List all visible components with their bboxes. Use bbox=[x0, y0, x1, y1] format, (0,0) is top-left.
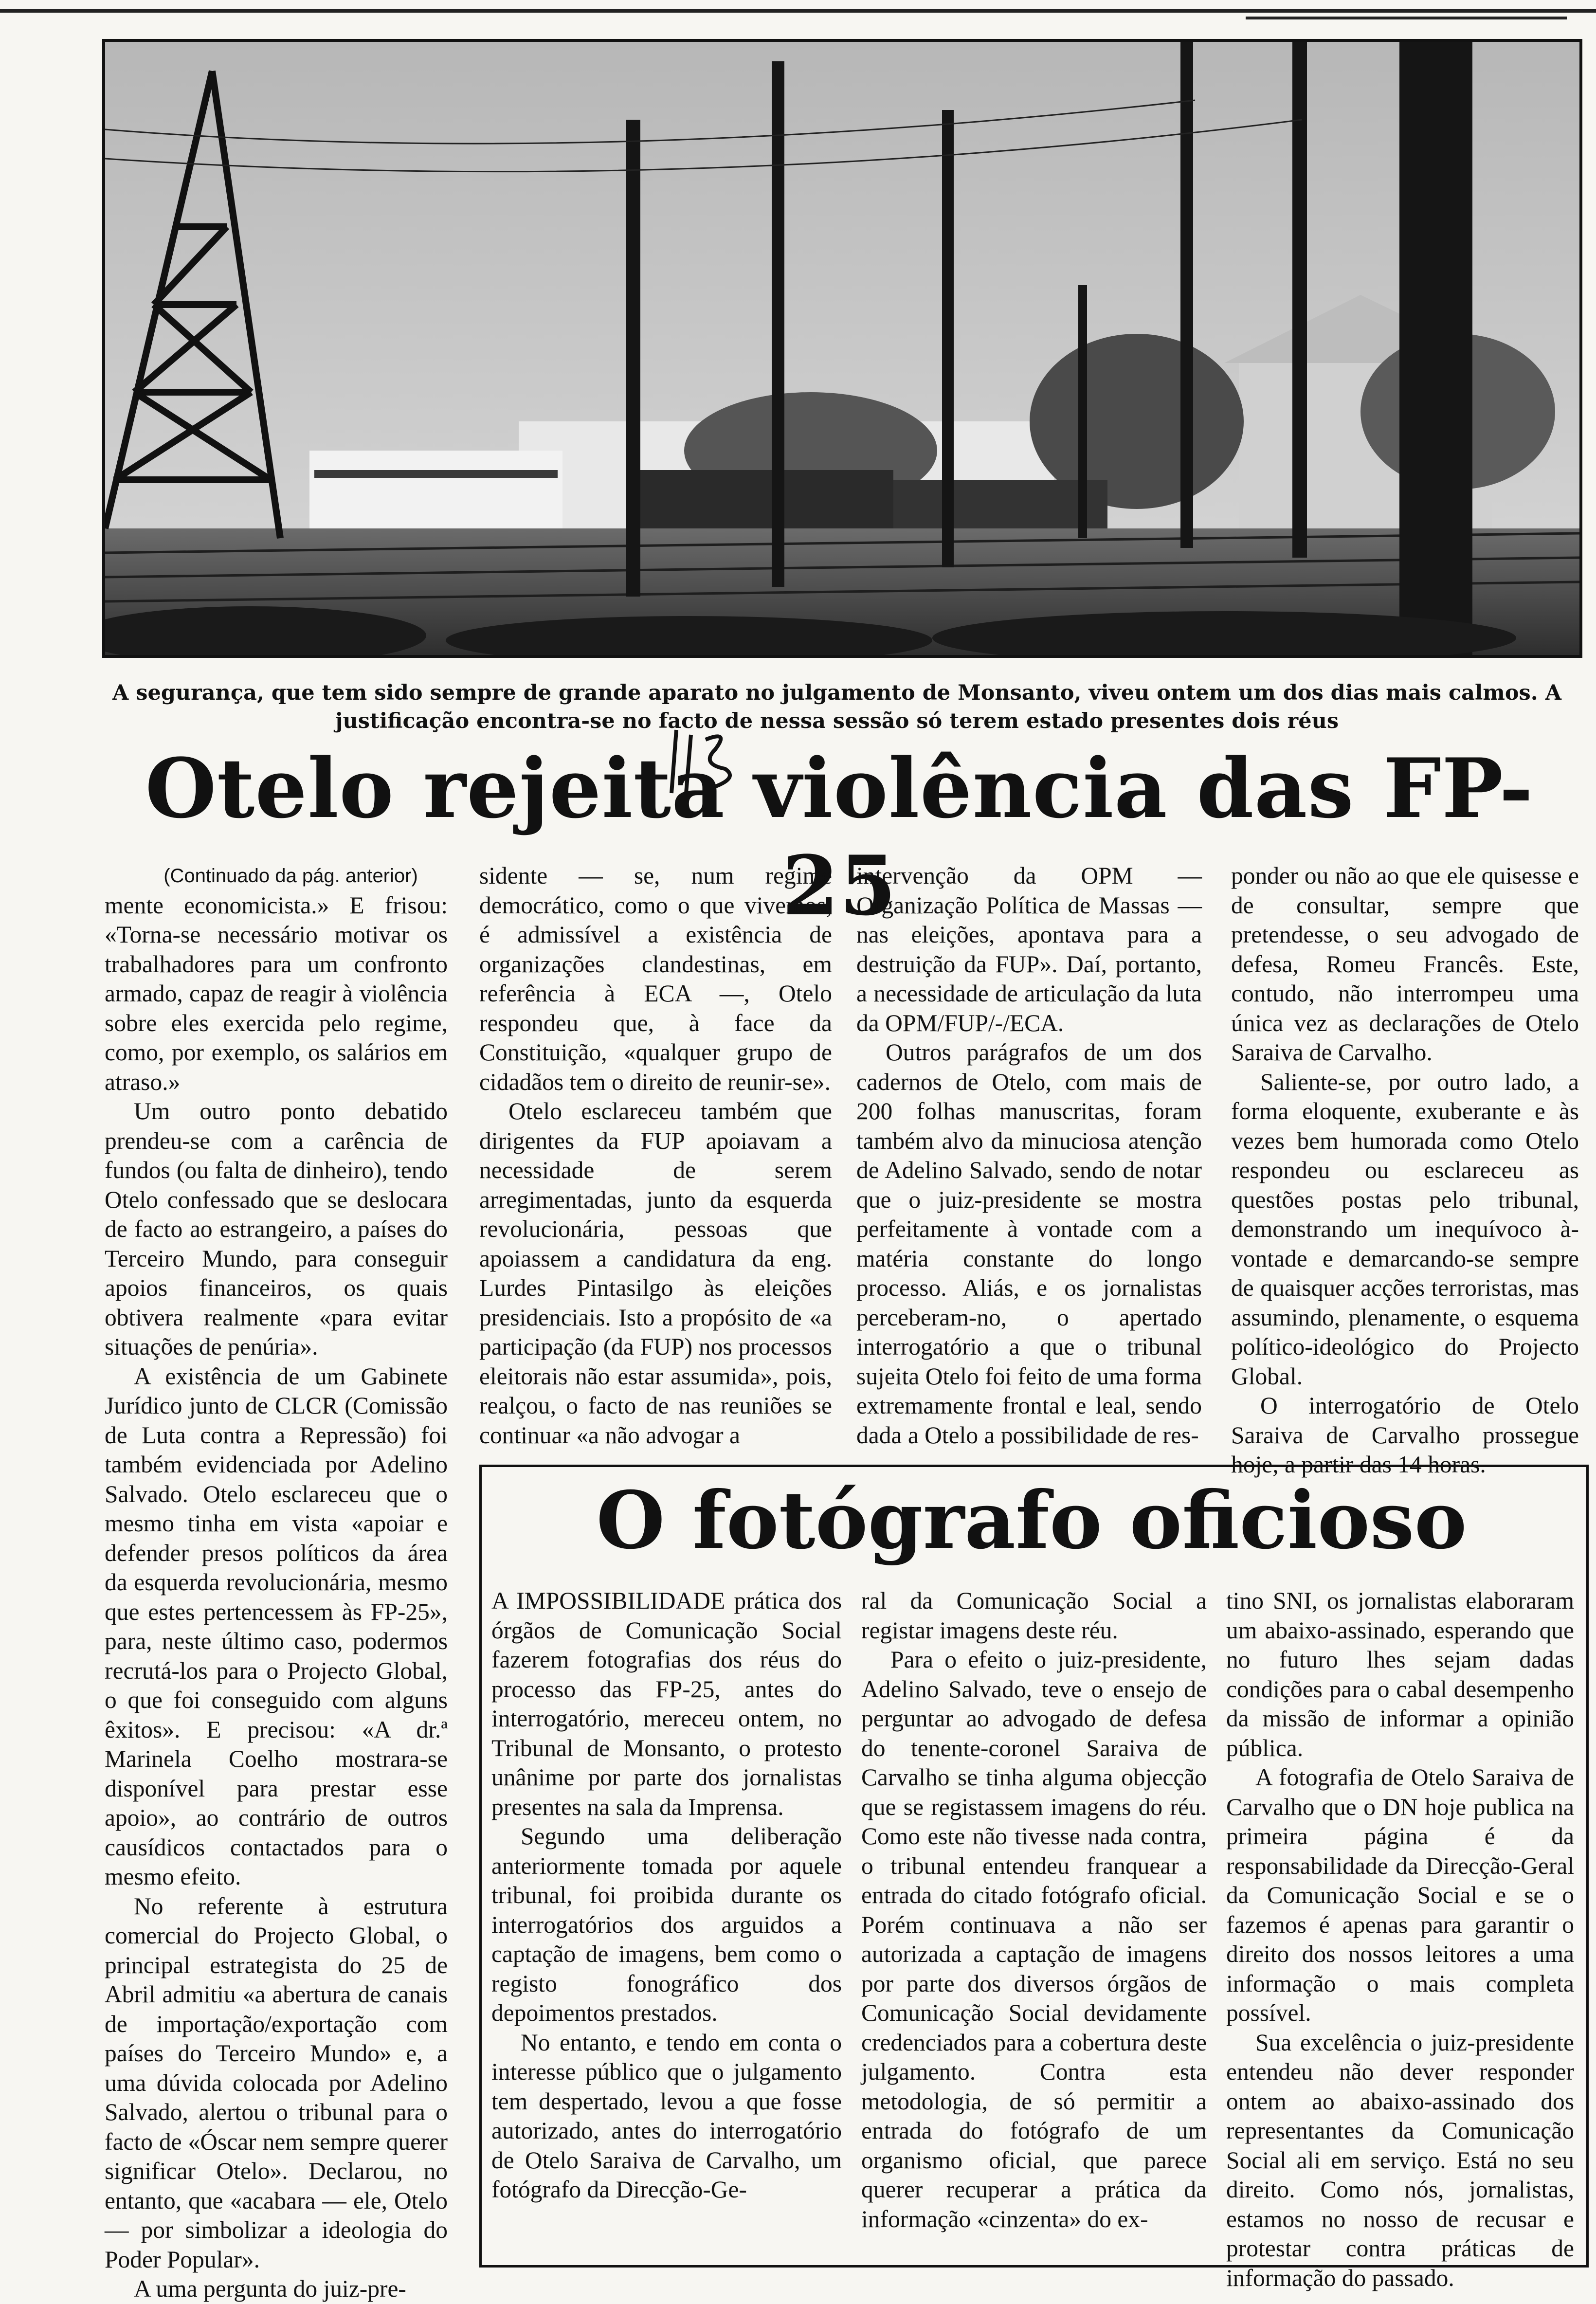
boxed-article-headline: O fotógrafo oficioso bbox=[596, 1474, 1467, 1567]
paragraph: Para o efeito o juiz-presidente, Adelino Salvado, teve o ensejo de perguntar ao advogado de defesa do tenente-coronel Saraiva de Carvalho se tinha alguma objecção que se registassem imagens do réu. Como este não tivesse nada contra, o tribunal entendeu franquear a entrada do citado fotógrafo oficial. Porém continuava a não ser autorizada a captação de imagens por parte dos diversos órgãos de Comunicação Social devidamente credenciados para a cobertura deste julgamento. Contra esta metodologia, de só permitir a entrada do fotógrafo de um organismo oficial, que parece querer recuperar a prática da informação «cinzenta» do ex- bbox=[861, 1646, 1207, 2232]
continued-note: (Continuado da pág. anterior) bbox=[163, 865, 418, 887]
paragraph: A uma pergunta do juiz-pre- bbox=[134, 2275, 406, 2302]
handwritten-mark bbox=[618, 720, 764, 803]
paragraph: ral da Comunicação Social a registar imagens deste réu. bbox=[861, 1587, 1207, 1644]
paragraph: A IMPOSSIBILIDADE prática dos órgãos de Comunicação Social fazerem fotografias dos réus do processo das FP-25, antes do interrogatório, mereceu ontem, no Tribunal de Monsanto, o protesto unânime por parte dos jornalistas presentes na sala da Imprensa. bbox=[491, 1587, 842, 1820]
paragraph: mente economicista.» E frisou: «Torna-se necessário motivar os trabalhadores para um confronto armado, capaz de reagir à violência sobre eles exercida pelo regime, como, por exemplo, os salários em atraso.» bbox=[105, 891, 448, 1095]
paragraph: tino SNI, os jornalistas elaboraram um abaixo-assinado, esperando que no futuro lhes sejam dadas condições para o cabal desempenho da missão de informar a opinião pública. bbox=[1226, 1587, 1574, 1761]
article-column-3 bbox=[856, 861, 1202, 1450]
boxed-column-2 bbox=[861, 1586, 1207, 2234]
paragraph: ponder ou não ao que ele quisesse e de consultar, sempre que pretendesse, o seu advogado de defesa, Romeu Francês. Este, contudo, não interrompeu uma única vez as declarações de Otelo Saraiva de Carvalho. bbox=[1231, 862, 1579, 1066]
paragraph: Sua excelência o juiz-presidente entendeu não dever responder ontem ao abaixo-assinado dos representantes da Comunicação Social ali em serviço. Está no seu direito. Como nós, jornalistas, estamos no nosso de recusar e protestar contra práticas de informação do passado. bbox=[1226, 2029, 1574, 2291]
photo-caption: A segurança, que tem sido sempre de grande aparato no julgamento de Monsanto, viveu ontem um dos dias mais calmos. A justificação encontra-se no facto de nessa sessão só terem estado presentes dois réus bbox=[112, 681, 1562, 733]
paragraph: Otelo esclareceu também que dirigentes da FUP apoiavam a necessidade de serem arregimentadas, junto da esquerda revolucionária, pessoas que apoiassem a candidatura da eng. Lurdes Pintasilgo às eleições presidenciais. Isto a propósito de «a participação (da FUP) nos processos eleitorais não estar assumida», pois, realçou, o facto de nas reuniões se continuar «a não advogar a bbox=[479, 1098, 832, 1449]
top-rule bbox=[0, 9, 1596, 13]
paragraph: A existência de um Gabinete Jurídico junto de CLCR (Comissão de Luta contra a Repressão) foi também evidenciada por Adelino Salvado. Otelo esclareceu que o mesmo tinha em vista «apoiar e defender presos políticos da área da esquerda revolucionária, mesmo que estes pertencessem às FP-25», para, neste último caso, podermos recrutá-los para o Projecto Global, o que foi conseguido com alguns êxitos». E precisou: «A dr.ª Marinela Coelho mostrara-se disponível para prestar esse apoio», ao contrário de outros causídicos contactados para o mesmo efeito. bbox=[105, 1362, 448, 1890]
news-photo bbox=[102, 39, 1582, 658]
paragraph: Outros parágrafos de um dos cadernos de Otelo, com mais de 200 folhas manuscritas, foram também alvo da minuciosa atenção de Adelino Salvado, sendo de notar que o juiz-presidente se mostra perfeitamente à vontade com a matéria constante do longo processo. Aliás, e os jornalistas perceberam-no, o apertado interrogatório a que o tribunal sujeita Otelo foi feito de uma forma extremamente frontal e leal, sendo dada a Otelo a possibilidade de res- bbox=[856, 1039, 1202, 1449]
boxed-column-3 bbox=[1226, 1586, 1574, 2293]
top-rule-right bbox=[1246, 17, 1567, 19]
paragraph: Segundo uma deliberação anteriormente tomada por aquele tribunal, foi proibida durante os interrogatórios dos arguidos a captação de imagens, bem como o registo fonográfico dos depoimentos prestados. bbox=[491, 1823, 842, 2026]
paragraph: Um outro ponto debatido prendeu-se com a carência de fundos (ou falta de dinheiro), tendo Otelo confessado que se deslocara de facto ao estrangeiro, a países do Terceiro Mundo, para conseguir apoios financeiros, os quais obtivera realmente «para evitar situações de penúria». bbox=[105, 1098, 448, 1360]
paragraph: Saliente-se, por outro lado, a forma eloquente, exuberante e às vezes bem humorada como Otelo respondeu ou esclareceu as questões postas pelo tribunal, demonstrando um inequívoco à-vontade e demarcando-se sempre de quaisquer acções terroristas, mas assumindo, plenamente, o esquema político-ideológico do Projecto Global. bbox=[1231, 1068, 1579, 1390]
article-column-4 bbox=[1231, 861, 1579, 1480]
paragraph: No entanto, e tendo em conta o interesse público que o julgamento tem despertado, levou a que fosse autorizado, antes do interrogatório de Otelo Saraiva de Carvalho, um fotógrafo da Direcção-Ge- bbox=[491, 2029, 842, 2203]
paragraph: A fotografia de Otelo Saraiva de Carvalho que o DN hoje publica na primeira página é da responsabilidade da Direcção-Geral da Comunicação Social e se o fazemos é apenas para garantir o direito dos nossos leitores a uma informação o mais completa possível. bbox=[1226, 1764, 1574, 2026]
paragraph: No referente à estrutura comercial do Projecto Global, o principal estrategista do 25 de Abril admitiu «a abertura de canais de importação/exportação com países do Terceiro Mundo» e, a uma dúvida colocada por Adelino Salvado, alertou o tribunal para o facto de «Óscar nem sempre querer significar Otelo». Declarou, no entanto, que «acabara — ele, Otelo — por simbolizar a ideologia do Poder Popular». bbox=[105, 1892, 448, 2273]
boxed-column-1 bbox=[491, 1586, 842, 2205]
paragraph: intervenção da OPM — Organização Política de Massas — nas eleições, apontava para a destruição da FUP». Daí, portanto, a necessidade de articulação da luta da OPM/FUP/-/ECA. bbox=[856, 862, 1202, 1036]
main-headline: Otelo rejeita violência das FP-25 bbox=[145, 740, 1534, 934]
article-column-1 bbox=[105, 861, 448, 2304]
article-column-2 bbox=[479, 861, 832, 1450]
paragraph: O interrogatório de Otelo Saraiva de Carvalho prossegue hoje, a partir das 14 horas. bbox=[1231, 1392, 1579, 1478]
photo-illustration bbox=[105, 42, 1579, 655]
paragraph: sidente — se, num regime democrático, como o que vivemos, é admissível a existência de organizações clandestinas, em referência à ECA —, Otelo respondeu que, à face da Constituição, «qualquer grupo de cidadãos tem o direito de reunir-se». bbox=[479, 862, 832, 1095]
